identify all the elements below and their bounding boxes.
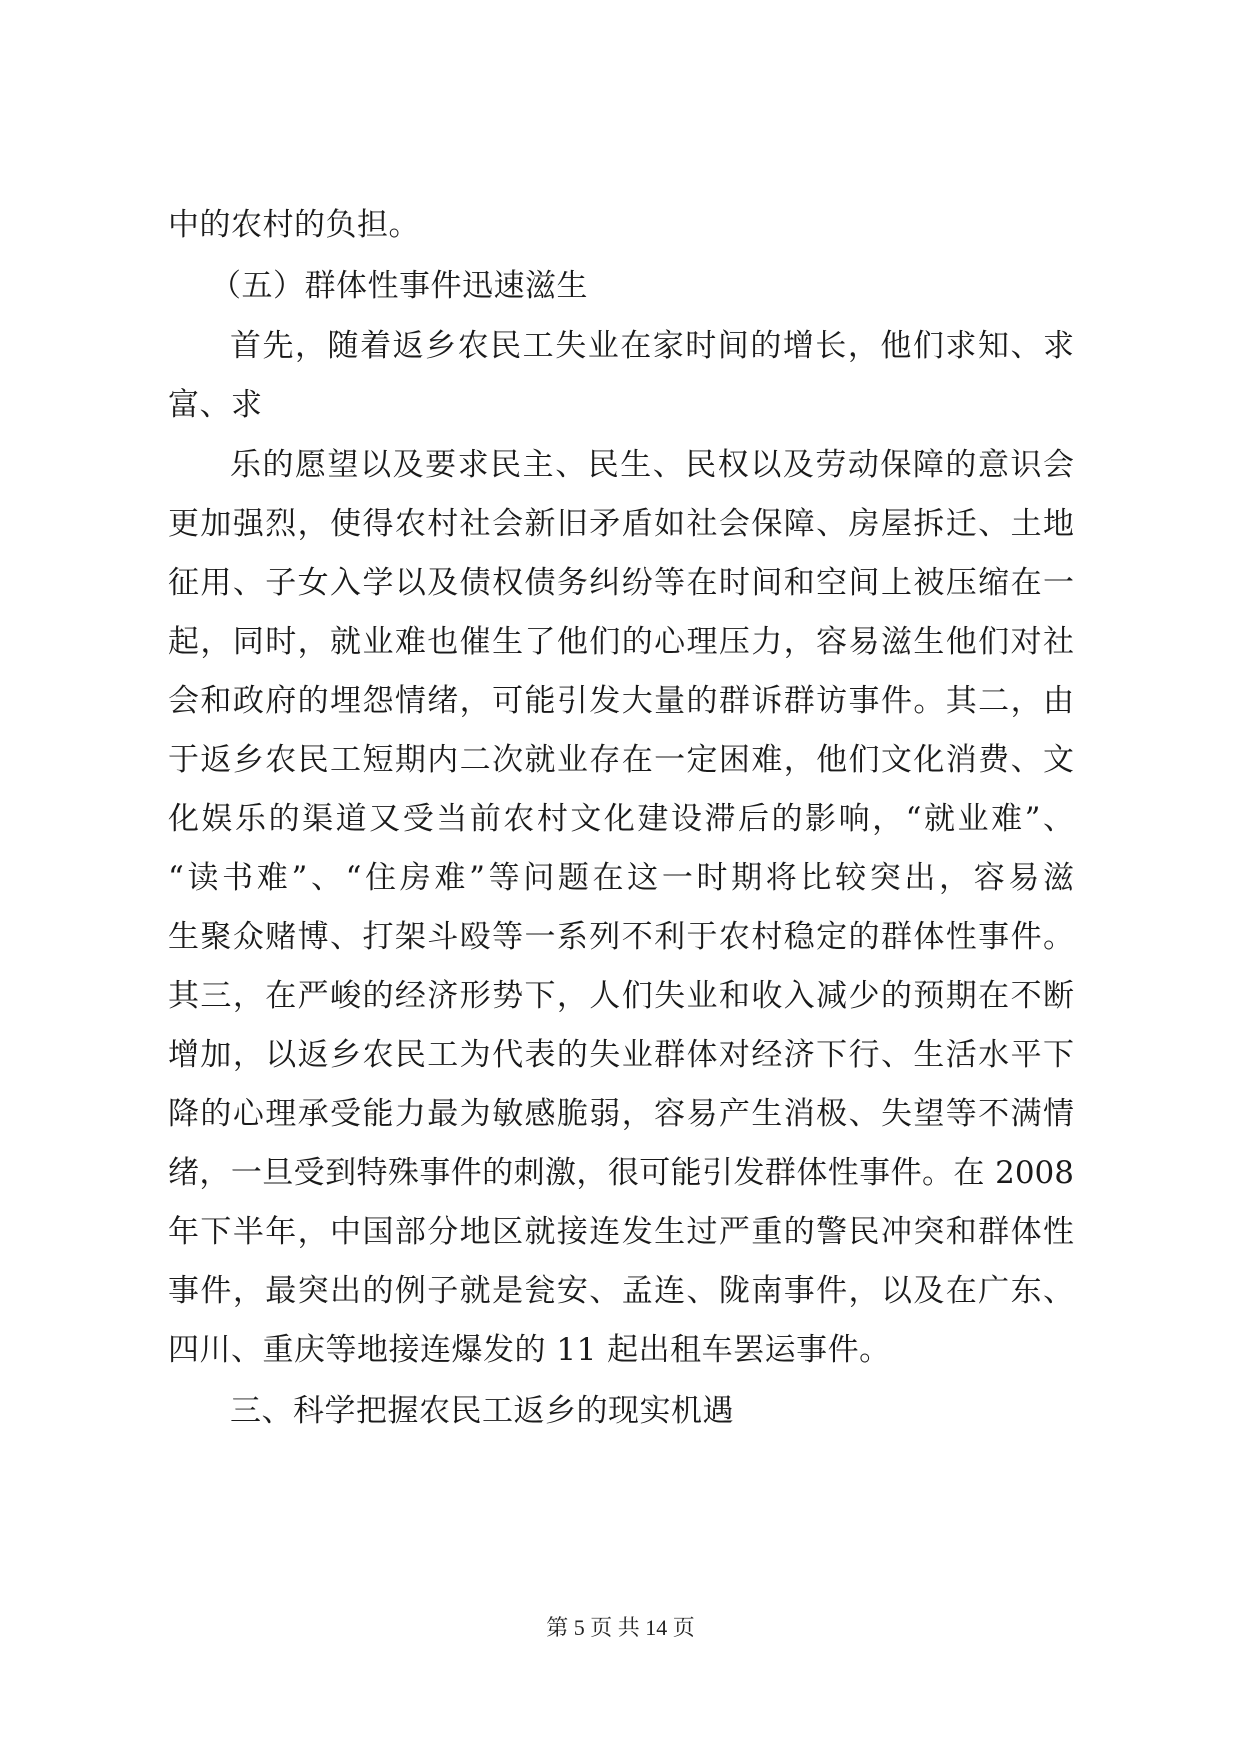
text-line-12: “读书难”、“住房难”等问题在这一时期将比较突出，容易滋 xyxy=(168,860,1074,896)
text-line-16: 降的心理承受能力最为敏感脆弱，容易产生消极、失望等不满情 xyxy=(168,1096,1074,1132)
text-line-13: 生聚众赌博、打架斗殴等一系列不利于农村稳定的群体性事件。 xyxy=(168,919,1074,955)
text-line-10: 于返乡农民工短期内二次就业存在一定困难，他们文化消费、文 xyxy=(168,742,1074,778)
text-line-15: 增加，以返乡农民工为代表的失业群体对经济下行、生活水平下 xyxy=(168,1037,1074,1073)
text-line-14: 其三，在严峻的经济形势下，人们失业和收入减少的预期在不断 xyxy=(168,978,1074,1014)
text-line-5: 乐的愿望以及要求民主、民生、民权以及劳动保障的意识会 xyxy=(230,447,1074,483)
text-line-1: 中的农村的负担。 xyxy=(168,207,420,243)
text-line-9: 会和政府的埋怨情绪，可能引发大量的群诉群访事件。其二，由 xyxy=(168,683,1074,719)
text-line-3: 首先，随着返乡农民工失业在家时间的增长，他们求知、求 xyxy=(230,328,1074,364)
text-line-6: 更加强烈，使得农村社会新旧矛盾如社会保障、房屋拆迁、土地 xyxy=(168,506,1074,542)
text-line-18: 年下半年，中国部分地区就接连发生过严重的警民冲突和群体性 xyxy=(168,1214,1074,1250)
text-line-7: 征用、子女入学以及债权债务纠纷等在时间和空间上被压缩在一 xyxy=(168,565,1074,601)
text-line-19: 事件，最突出的例子就是瓮安、孟连、陇南事件，以及在广东、 xyxy=(168,1273,1074,1309)
text-line-17: 绪，一旦受到特殊事件的刺激，很可能引发群体性事件。在 2008 xyxy=(168,1155,1074,1191)
text-line-20: 四川、重庆等地接连爆发的 11 起出租车罢运事件。 xyxy=(168,1332,891,1368)
text-line-4: 富、求 xyxy=(168,387,263,423)
section-heading-five: （五）群体性事件迅速滋生 xyxy=(210,268,588,304)
text-line-8: 起，同时，就业难也催生了他们的心理压力，容易滋生他们对社 xyxy=(168,624,1074,660)
section-heading-three: 三、科学把握农民工返乡的现实机遇 xyxy=(230,1393,734,1429)
text-line-11: 化娱乐的渠道又受当前农村文化建设滞后的影响，“就业难”、 xyxy=(168,801,1074,837)
page-number-footer: 第 5 页 共 14 页 xyxy=(546,1615,695,1640)
